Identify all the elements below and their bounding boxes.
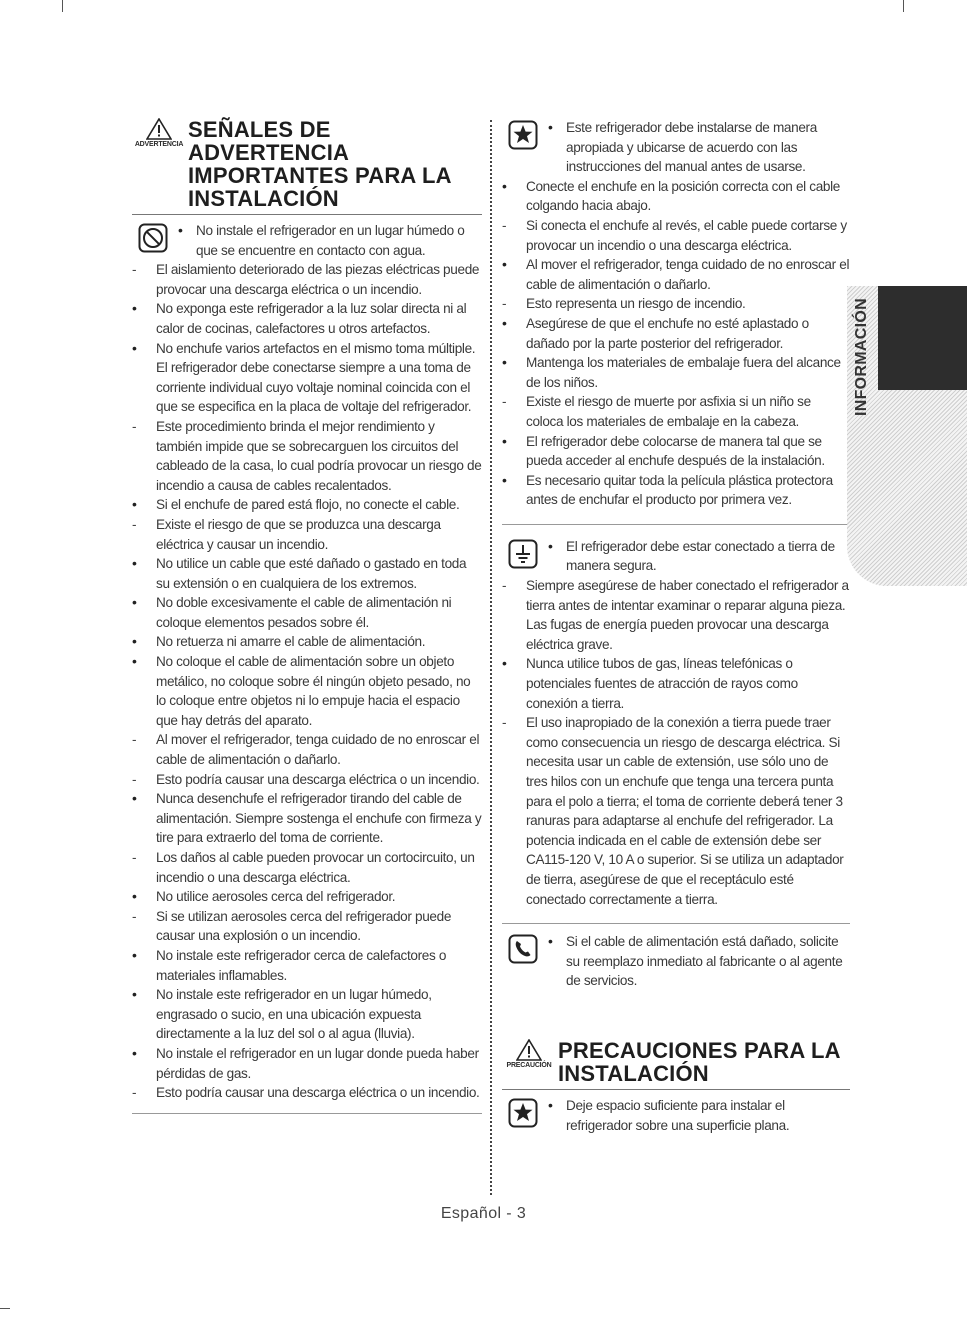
dash-item: - El uso inapropiado de la conexión a tierra puede traer como consecuencia un riesgo de descarga eléctrica. Si necesita usar un cable de extensión, use sólo uno de tres hilos con un enchufe que tenga una tercera punta para el polo a tierra; el toma de corriente deberá tener 3 ranuras para adaptarse al enchufe del refrigerador. La potencia indicada en el cable de extensión debe ser CA115-120 V, 10 A o superior. Si se utiliza un adaptador de tierra, asegúrese de que el receptáculo esté conectado correctamente a tierra. xyxy=(502,713,850,909)
column-divider xyxy=(490,120,492,1195)
section-header-caution xyxy=(502,1039,850,1085)
block-rule xyxy=(502,923,850,924)
dash-item: - Esto podría causar una descarga eléctrica o un incendio. xyxy=(132,1083,482,1103)
section-header-warning xyxy=(132,118,482,210)
section-title-line: SEÑALES DE ADVERTENCIA xyxy=(188,117,350,165)
section-title-line: PRECAUCIONES PARA LA xyxy=(558,1037,841,1063)
bullet-item: • El refrigerador debe colocarse de manera tal que se pueda acceder al enchufe después de la instalación. xyxy=(502,432,850,471)
left-item-list xyxy=(132,221,482,1103)
bullet-item: • Deje espacio suficiente para instalar el refrigerador sobre una superficie plana. xyxy=(544,1096,850,1135)
warning-symbol xyxy=(132,118,186,148)
crop-mark xyxy=(62,0,63,12)
bullet-item: • No exponga este refrigerador a la luz solar directa ni al calor de cocinas, calefactores u otros artefactos. xyxy=(132,299,482,338)
block-rule xyxy=(502,524,850,525)
crop-mark xyxy=(903,0,904,12)
bullet-item: • No doble excesivamente el cable de alimentación ni coloque elementos pesados sobre él. xyxy=(132,593,482,632)
right-item-list-1 xyxy=(502,118,850,510)
dash-item: - Al mover el refrigerador, tenga cuidado de no enroscar el cable de alimentación o dañarlo. xyxy=(132,730,482,769)
bullet-item: • El refrigerador debe estar conectado a tierra de manera segura. xyxy=(544,537,850,576)
bullet-item: • Mantenga los materiales de embalaje fuera del alcance de los niños. xyxy=(502,353,850,392)
caution-symbol xyxy=(502,1039,556,1069)
bullet-item: • No instale este refrigerador cerca de calefactores o materiales inflamables. xyxy=(132,946,482,985)
dash-item: - Esto representa un riesgo de incendio. xyxy=(502,294,850,314)
bullet-item: • Nunca desenchufe el refrigerador tirando del cable de alimentación. Siempre sostenga el enchufe con firmeza y tire para extraerlo del toma de corriente. xyxy=(132,789,482,848)
ground-block xyxy=(502,537,850,909)
dash-item: - Si se utilizan aerosoles cerca del refrigerador puede causar una explosión o un incendio. xyxy=(132,907,482,946)
bullet-item: • Si el enchufe de pared está flojo, no conecte el cable. xyxy=(132,495,482,515)
bullet-item: • No utilice un cable que esté dañado o gastado en toda su extensión o en cualquiera de los extremos. xyxy=(132,554,482,593)
right-item-list-2 xyxy=(502,537,850,909)
block-rule xyxy=(132,1113,482,1114)
star-icon xyxy=(508,120,538,150)
right-column xyxy=(502,118,850,1135)
page-footer: Español - 3 xyxy=(440,1205,527,1222)
caution-label: PRECAUCIÓN xyxy=(506,1061,552,1069)
contact-block xyxy=(502,932,850,991)
important-block xyxy=(502,1096,850,1135)
warning-block xyxy=(132,221,482,1103)
warning-triangle-icon xyxy=(516,1039,542,1061)
bullet-item: • No instale este refrigerador en un lugar húmedo, engrasado o sucio, en una ubicación expuesta directamente a la luz del sol o al agua (lluvia). xyxy=(132,985,482,1044)
crop-mark xyxy=(0,1308,10,1309)
warning-label: ADVERTENCIA xyxy=(134,141,184,148)
section-title-line: IMPORTANTES PARA LA xyxy=(188,163,452,188)
important-block xyxy=(502,118,850,510)
right-item-list-3 xyxy=(502,932,850,991)
star-icon xyxy=(508,1098,538,1128)
prohibition-icon xyxy=(138,223,168,253)
bullet-item: • No instale el refrigerador en un lugar húmedo o que se encuentre en contacto con agua. xyxy=(174,221,482,260)
bullet-item: • Asegúrese de que el enchufe no esté aplastado o dañado por la parte posterior del refrigerador. xyxy=(502,314,850,353)
bullet-item: • Este refrigerador debe instalarse de manera apropiada y ubicarse de acuerdo con las instrucciones del manual antes de usarse. xyxy=(544,118,850,177)
phone-icon xyxy=(508,934,538,964)
section-title-line: INSTALACIÓN xyxy=(188,186,339,211)
dash-item: - Este procedimiento brinda el mejor rendimiento y también impide que se sobrecarguen los circuitos del cableado de la casa, lo cual podría provocar un riesgo de incendio a causa de cables recalentados. xyxy=(132,417,482,495)
left-column xyxy=(132,118,482,1114)
bullet-item: • No coloque el cable de alimentación sobre un objeto metálico, no coloque sobre él ningún objeto pesado, no lo coloque entre objetos ni lo empuje hacia el espacio que hay detrás del aparato. xyxy=(132,652,482,730)
bullet-item: • Conecte el enchufe en la posición correcta con el cable colgando hacia abajo. xyxy=(502,177,850,216)
bullet-item: • No instale el refrigerador en un lugar donde pueda haber pérdidas de gas. xyxy=(132,1044,482,1083)
right-item-list-4 xyxy=(502,1096,850,1135)
bullet-item: • Nunca utilice tubos de gas, líneas telefónicas o potenciales fuentes de atracción de rayos como conexión a tierra. xyxy=(502,654,850,713)
side-tab-marker xyxy=(878,286,967,390)
dash-item: - Siempre asegúrese de haber conectado el refrigerador a tierra antes de intentar examinar o reparar alguna pieza. Las fugas de energía pueden provocar una descarga eléctrica grave. xyxy=(502,576,850,654)
bullet-item: • No utilice aerosoles cerca del refrigerador. xyxy=(132,887,482,907)
bullet-item: • No enchufe varios artefactos en el mismo toma múltiple. El refrigerador debe conectarse siempre a una toma de corriente individual cuyo voltaje nominal coincida con el que se especifica en la placa de voltaje del refrigerador. xyxy=(132,339,482,417)
bullet-item: • No retuerza ni amarre el cable de alimentación. xyxy=(132,632,482,652)
bullet-item: • Es necesario quitar toda la película plástica protectora antes de enchufar el producto por primera vez. xyxy=(502,471,850,510)
warning-triangle-icon xyxy=(146,118,172,140)
dash-item: - Los daños al cable pueden provocar un cortocircuito, un incendio o una descarga eléctrica. xyxy=(132,848,482,887)
dash-item: - Si conecta el enchufe al revés, el cable puede cortarse y provocar un incendio o una descarga eléctrica. xyxy=(502,216,850,255)
side-tab-label: INFORMACIÓN xyxy=(853,298,870,416)
ground-icon xyxy=(508,539,538,569)
bullet-item: • Al mover el refrigerador, tenga cuidado de no enroscar el cable de alimentación o dañarlo. xyxy=(502,255,850,294)
bullet-item: • Si el cable de alimentación está dañado, solicite su reemplazo inmediato al fabricante o al agente de servicios. xyxy=(544,932,850,991)
dash-item: - Esto podría causar una descarga eléctrica o un incendio. xyxy=(132,770,482,790)
section-rule xyxy=(502,1089,850,1090)
dash-item: - Existe el riesgo de muerte por asfixia si un niño se coloca los materiales de embalaje en la cabeza. xyxy=(502,392,850,431)
dash-item: - Existe el riesgo de que se produzca una descarga eléctrica y causar un incendio. xyxy=(132,515,482,554)
dash-item: - El aislamiento deteriorado de las piezas eléctricas puede provocar una descarga eléctrica o un incendio. xyxy=(132,260,482,299)
section-rule xyxy=(132,214,482,215)
section-title-line: INSTALACIÓN xyxy=(558,1060,709,1086)
